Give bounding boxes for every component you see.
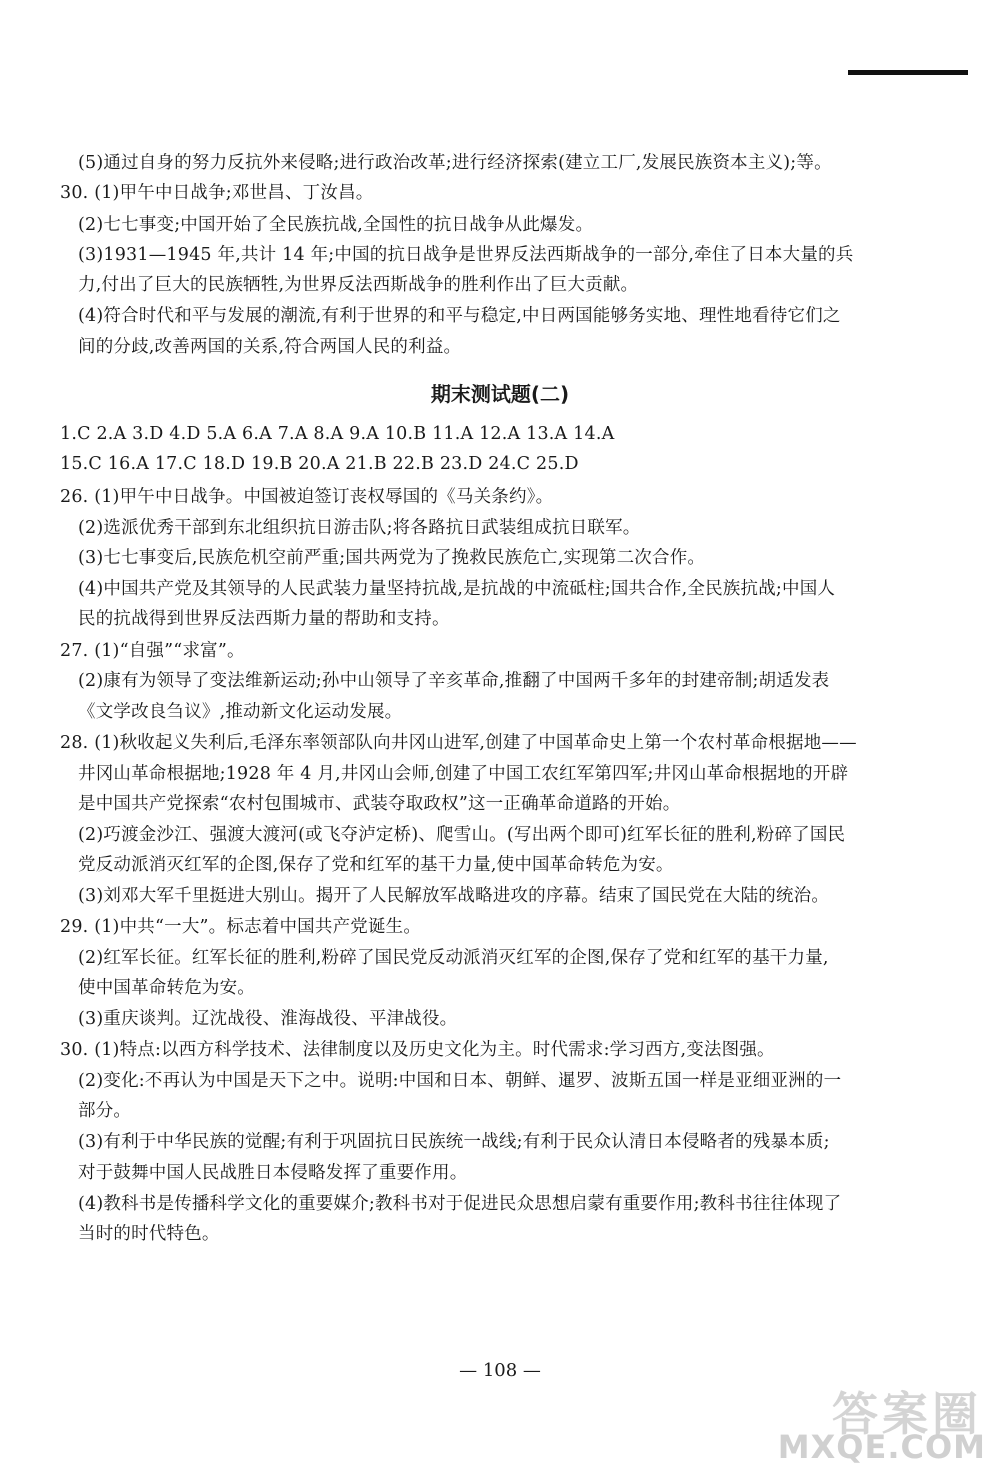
- answer-line: 当时的时代特色。: [78, 1224, 220, 1244]
- answer-line: 使中国革命转危为安。: [78, 978, 255, 998]
- answer-line: 26. (1)甲午中日战争。中国被迫签订丧权辱国的《马关条约》。: [60, 487, 554, 507]
- answer-line: 民的抗战得到世界反法西斯力量的帮助和支持。: [78, 609, 450, 629]
- answer-line: (3)刘邓大军千里挺进大别山。揭开了人民解放军战略进攻的序幕。结束了国民党在大陆的统治。: [78, 886, 830, 906]
- answer-line: 党反动派消灭红军的企图,保存了党和红军的基干力量,使中国革命转危为安。: [78, 855, 674, 875]
- section-title: 期末测试题(二): [430, 382, 570, 406]
- watermark-url: MXQE.COM: [777, 1428, 986, 1466]
- answer-line: (3)重庆谈判。辽沈战役、淮海战役、平津战役。: [78, 1009, 458, 1029]
- answer-line: (2)红军长征。红军长征的胜利,粉碎了国民党反动派消灭红军的企图,保存了党和红军的基干力量,: [78, 948, 829, 968]
- page-number: — 108 —: [459, 1360, 541, 1381]
- site-watermark: [764, 1378, 986, 1468]
- answer-line: 对于鼓舞中国人民战胜日本侵略发挥了重要作用。: [78, 1163, 468, 1183]
- answer-line: (3)1931—1945 年,共计 14 年;中国的抗日战争是世界反法西斯战争的一部分,牵住了日本大量的兵: [78, 245, 854, 265]
- watermark-chinese: 答案圈: [832, 1387, 982, 1441]
- answer-line: 27. (1)“自强”“求富”。: [60, 641, 245, 661]
- answer-line: (2)巧渡金沙江、强渡大渡河(或飞夺泸定桥)、爬雪山。(写出两个即可)红军长征的胜利,粉碎了国民: [78, 825, 846, 845]
- answer-line: 29. (1)中共“一大”。标志着中国共产党诞生。: [60, 917, 422, 937]
- answer-line: 力,付出了巨大的民族牺牲,为世界反法西斯战争的胜利作出了巨大贡献。: [78, 275, 639, 295]
- answer-line: (3)七七事变后,民族危机空前严重;国共两党为了挽救民族危亡,实现第二次合作。: [78, 548, 706, 568]
- answer-line: (4)中国共产党及其领导的人民武装力量坚持抗战,是抗战的中流砥柱;国共合作,全民族抗战;中国人: [78, 579, 836, 599]
- answer-line: (2)康有为领导了变法维新运动;孙中山领导了辛亥革命,推翻了中国两千多年的封建帝制;胡适发表: [78, 671, 830, 691]
- answer-line: (2)七七事变;中国开始了全民族抗战,全国性的抗日战争从此爆发。: [78, 215, 594, 235]
- answer-line: 间的分歧,改善两国的关系,符合两国人民的利益。: [78, 337, 462, 357]
- answer-line: 30. (1)特点:以西方科学技术、法律制度以及历史文化为主。时代需求:学习西方,变法图强。: [60, 1040, 775, 1060]
- answer-line: (2)变化:不再认为中国是天下之中。说明:中国和日本、朝鲜、暹罗、波斯五国一样是亚细亚洲的一: [78, 1071, 842, 1091]
- answer-line: (2)选派优秀干部到东北组织抗日游击队;将各路抗日武装组成抗日联军。: [78, 518, 641, 538]
- answer-key-row: 1.C 2.A 3.D 4.D 5.A 6.A 7.A 8.A 9.A 10.B 11.A 12.A 13.A 14.A: [60, 424, 615, 444]
- answer-line: (3)有利于中华民族的觉醒;有利于巩固抗日民族统一战线;有利于民众认清日本侵略者的残暴本质;: [78, 1132, 830, 1152]
- answer-line: 30. (1)甲午中日战争;邓世昌、丁汝昌。: [60, 183, 374, 203]
- answer-line: 28. (1)秋收起义失利后,毛泽东率领部队向井冈山进军,创建了中国革命史上第一个农村革命根据地——: [60, 733, 857, 753]
- top-rule: [848, 70, 968, 75]
- answer-line: (4)教科书是传播科学文化的重要媒介;教科书对于促进民众思想启蒙有重要作用;教科书往往体现了: [78, 1194, 842, 1214]
- answer-line: 部分。: [78, 1101, 132, 1121]
- answer-line: (4)符合时代和平与发展的潮流,有利于世界的和平与稳定,中日两国能够务实地、理性地看待它们之: [78, 306, 841, 326]
- answer-line: 井冈山革命根据地;1928 年 4 月,井冈山会师,创建了中国工农红军第四军;井冈山革命根据地的开辟: [78, 764, 849, 784]
- answer-line: (5)通过自身的努力反抗外来侵略;进行政治改革;进行经济探索(建立工厂,发展民族资本主义);等。: [78, 153, 832, 173]
- answer-line: 《文学改良刍议》,推动新文化运动发展。: [78, 702, 403, 722]
- answer-key-row: 15.C 16.A 17.C 18.D 19.B 20.A 21.B 22.B 23.D 24.C 25.D: [60, 454, 579, 474]
- answer-line: 是中国共产党探索“农村包围城市、武装夺取政权”这一正确革命道路的开始。: [78, 794, 681, 814]
